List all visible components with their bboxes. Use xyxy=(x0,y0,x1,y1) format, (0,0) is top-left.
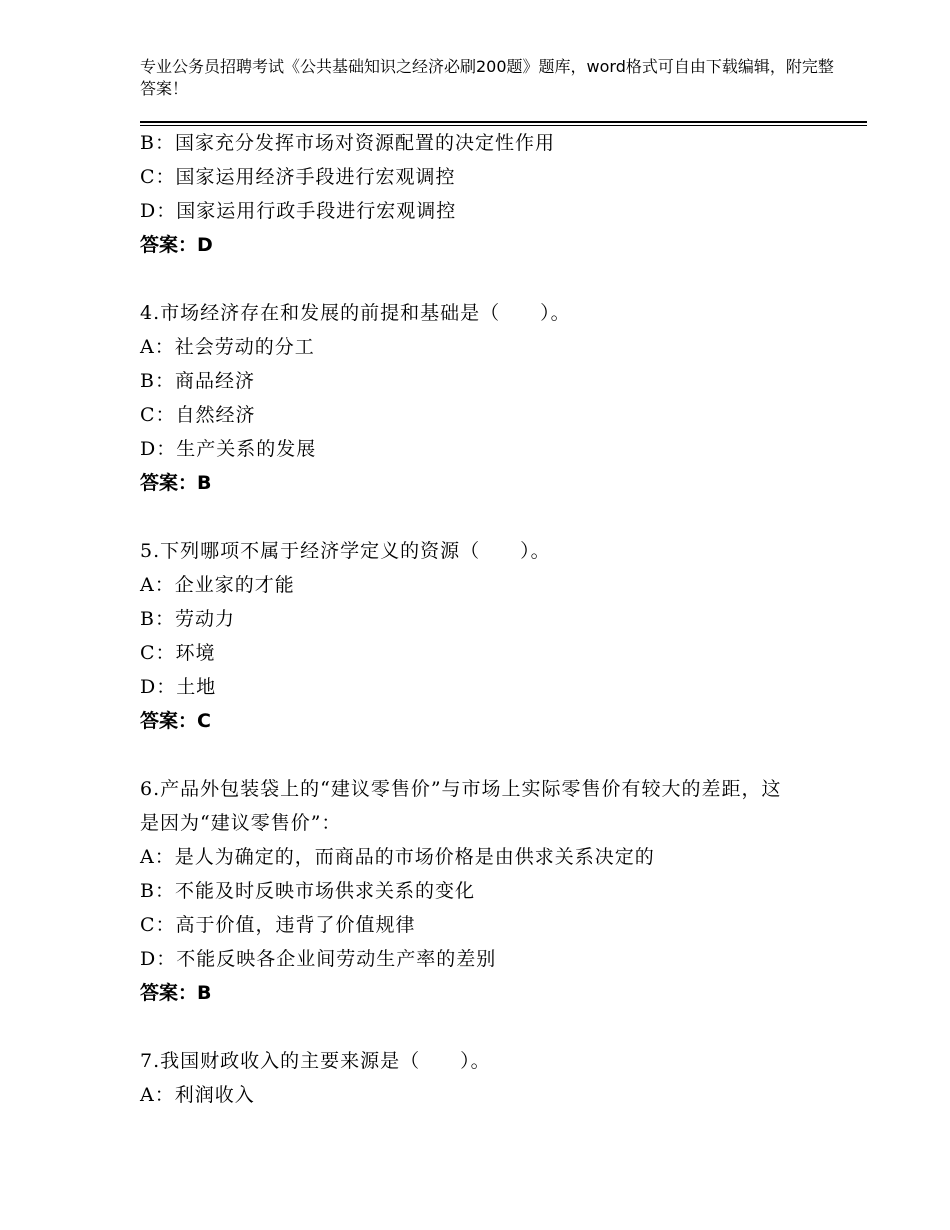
question-3-option-c: C：国家运用经济手段进行宏观调控 xyxy=(140,166,456,188)
question-4-option-d: D：生产关系的发展 xyxy=(140,438,317,460)
question-5-option-c: C：环境 xyxy=(140,642,216,664)
question-4-option-c: C：自然经济 xyxy=(140,404,256,426)
question-7-stem: 7.我国财政收入的主要来源是（ ）。 xyxy=(140,1050,491,1072)
question-4-stem: 4.市场经济存在和发展的前提和基础是（ ）。 xyxy=(140,302,571,324)
question-3-answer: 答案：D xyxy=(140,234,213,256)
question-6-stem: 6.产品外包装袋上的“建议零售价”与市场上实际零售价有较大的差距，这是因为“建议零售价”： xyxy=(140,778,782,834)
question-7 xyxy=(140,1044,867,1112)
question-6-answer: 答案：B xyxy=(140,982,212,1004)
question-6-option-d: D：不能反映各企业间劳动生产率的差别 xyxy=(140,948,497,970)
question-5-option-b: B：劳动力 xyxy=(140,608,235,630)
document-header: 专业公务员招聘考试《公共基础知识之经济必刷200题》题库，word格式可自由下载编辑，附完整答案！ xyxy=(140,57,834,98)
question-3-partial xyxy=(140,126,867,262)
question-4-option-a: A：社会劳动的分工 xyxy=(140,336,315,358)
question-4-answer: 答案：B xyxy=(140,472,212,494)
question-6 xyxy=(140,772,867,1010)
question-5-answer: 答案：C xyxy=(140,710,211,732)
question-5-option-a: A：企业家的才能 xyxy=(140,574,295,596)
question-6-option-c: C：高于价值，违背了价值规律 xyxy=(140,914,416,936)
question-6-option-b: B：不能及时反映市场供求关系的变化 xyxy=(140,880,475,902)
question-5 xyxy=(140,534,867,738)
question-5-stem: 5.下列哪项不属于经济学定义的资源（ ）。 xyxy=(140,540,551,562)
question-7-option-a: A：利润收入 xyxy=(140,1084,255,1106)
question-5-option-d: D：土地 xyxy=(140,676,217,698)
question-4 xyxy=(140,296,867,500)
question-3-option-d: D：国家运用行政手段进行宏观调控 xyxy=(140,200,457,222)
question-6-option-a: A：是人为确定的，而商品的市场价格是由供求关系决定的 xyxy=(140,846,655,868)
question-4-option-b: B：商品经济 xyxy=(140,370,255,392)
question-3-option-b: B：国家充分发挥市场对资源配置的决定性作用 xyxy=(140,132,555,154)
header-rule-thick xyxy=(140,121,867,123)
question-list xyxy=(140,126,867,1112)
